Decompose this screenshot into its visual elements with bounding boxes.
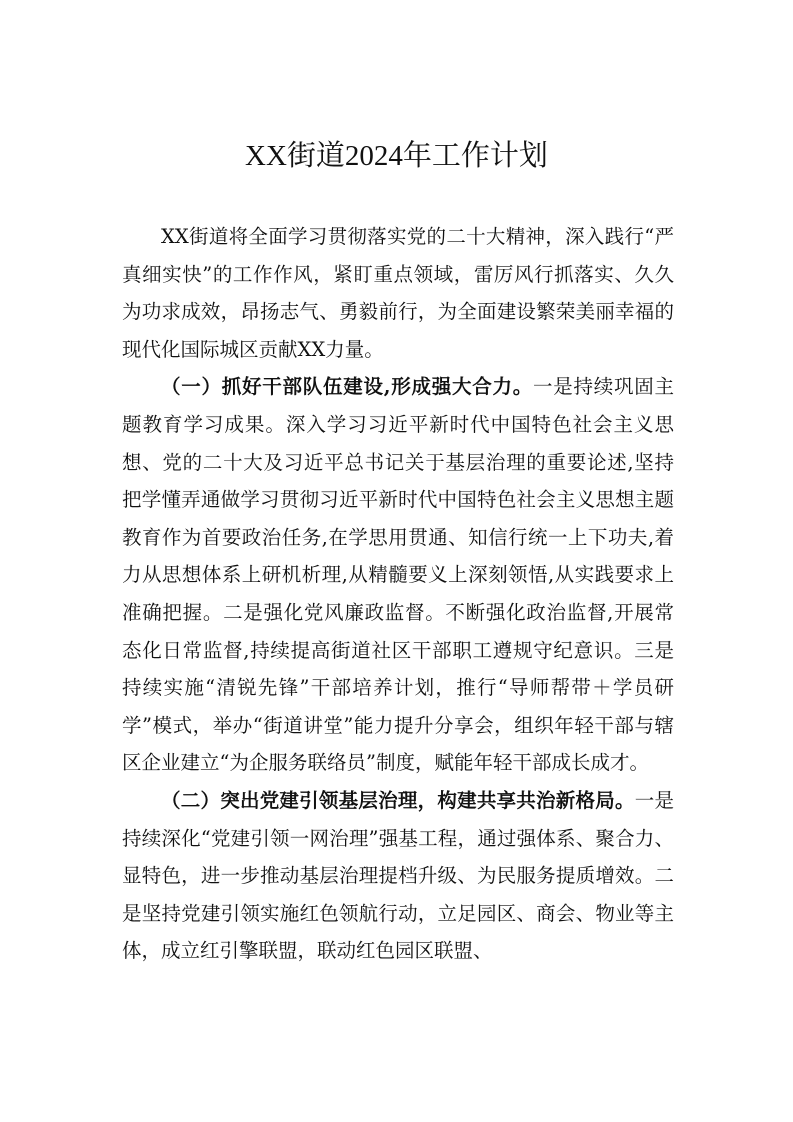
intro-paragraph: XX街道将全面学习贯彻落实党的二十大精神，深入践行“严真细实快”的工作作风，紧盯重点领域，雷厉风行抓落实、久久为功求成效，昂扬志气、勇毅前行，为全面建设繁荣美丽幸福的现代化国际城区贡献XX力量。 <box>122 225 674 361</box>
section-1-paragraph <box>122 368 674 782</box>
document-title: XX街道2024年工作计划 <box>245 140 548 172</box>
document-body <box>122 218 674 970</box>
section-1-heading: （一）抓好干部队伍建设,形成强大合力。 <box>161 375 533 399</box>
section-2-body: 一是持续深化“党建引领一网治理”强基工程，通过强体系、聚合力、显特色，进一步推动基层治理提档升级、为民服务提质增效。二是坚持党建引领实施红色领航行动，立足园区、商会、物业等主体，成立红引擎联盟，联动红色园区联盟、 <box>122 788 674 963</box>
section-1-body: 一是持续巩固主题教育学习成果。深入学习习近平新时代中国特色社会主义思想、党的二十大及习近平总书记关于基层治理的重要论述,坚持把学懂弄通做学习贯彻习近平新时代中国特色社会主义思想主题教育作为首要政治任务,在学思用贯通、知信行统一上下功夫,着力从思想体系上研机析理,从精髓要义上深刻领悟,从实践要求上准确把握。二是强化党风廉政监督。不断强化政治监督,开展常态化日常监督,持续提高街道社区干部职工遵规守纪意识。三是持续实施“清锐先锋”干部培养计划，推行“导师帮带＋学员研学”模式，举办“街道讲堂”能力提升分享会，组织年轻干部与辖区企业建立“为企服务联络员”制度，赋能年轻干部成长成才。 <box>122 375 674 775</box>
section-2-heading: （二）突出党建引领基层治理，构建共享共治新格局。 <box>161 788 635 812</box>
section-2-paragraph <box>122 782 674 970</box>
